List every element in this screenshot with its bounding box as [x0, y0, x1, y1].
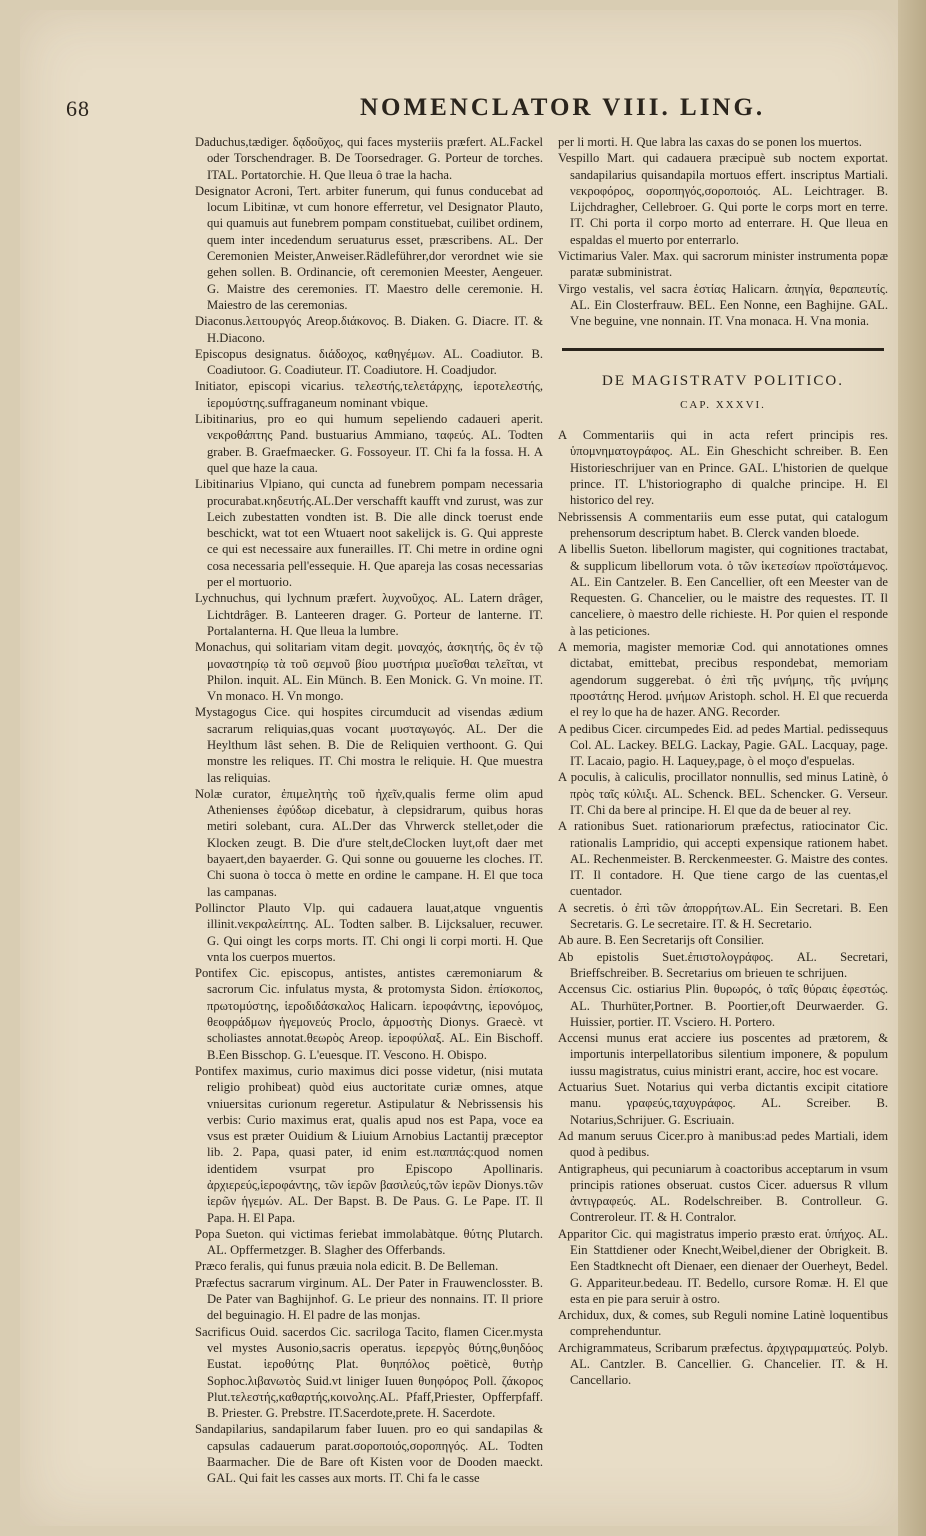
- entry: Sandapilarius, sandapilarum faber Iuuen. pro eo qui sandapilas & capsulas cadauerum parat.σοροποιός,σοροπηγός. AL. Todten Baarmacher. Die de Bare oft Kisten voor de Dooden maeckt. GAL. Qui fait les casses aux morts. IT. Chi fa le casse: [195, 1422, 543, 1486]
- entry: Archidux, dux, & comes, sub Reguli nomine Latinè loquentibus comprehenduntur.: [558, 1308, 888, 1339]
- entry: Accensi munus erat acciere ius poscentes ad prætorem, & importunis interpellatoribus silentium imponere, & populum iussu magistratus, cuius ministri erant, accire, hoc est vocare.: [558, 1031, 888, 1078]
- entry: A poculis, à caliculis, procillator nonnullis, sed minus Latinè, ὁ πρὸς ταῖς κύλιξι. AL. Schenck. BEL. Schencker. G. Verseur. IT. Chi da bere al principe. H. El que da de beuer al rey.: [558, 770, 888, 817]
- entry: A memoria, magister memoriæ Cod. qui annotationes omnes dictabat, emittebat, precibus respondebat, memoriam agendorum suggerebat. ὁ ἐπὶ τῆς μνήμης, τῆς μνήμης προστάτης Herod. μνήμων Aristoph. schol. H. El que recuerda el rey lo que ha de hazer. ANG. Recorder.: [558, 640, 888, 720]
- chapter-number: CAP. XXXVI.: [680, 398, 766, 411]
- entry: A Commentariis qui in acta refert principis res. ὑπομνηματογράφος. AL. Ein Gheschicht schreiber. B. Een Historieschrijuer van en Prince. GAL. L'historien de quelque prince. IT. L'historiographo di qualche principe. H. El historico del rey.: [558, 428, 888, 508]
- entry: Vespillo Mart. qui cadauera præcipuè sub noctem exportat. sandapilarius quisandapila mortuos effert. inscriptus Martiali. νεκροφόρος, σοροπηγός,σοροποιός. AL. Leichtrager. B. Lijchdragher, Cellebroer. G. Qui porte le corps mort en terre. IT. Chi porta il corpo morto ad enterrare. H. Que lleua en espaldas el muerto por enterrarlo.: [558, 151, 888, 247]
- entry: Pollinctor Plauto Vlp. qui cadauera lauat,atque vnguentis illinit.νεκραλείπτης. AL. Todten salber. B. Lijcksaluer, recuwer. G. Qui oingt les corps morts. IT. Chi ongi li corpi morti. H. Que vnta los cuerpos muertos.: [195, 900, 543, 964]
- section-title: DE MAGISTRATV POLITICO.: [602, 372, 844, 389]
- entry: Apparitor Cic. qui magistratus imperio præsto erat. ὑπήχος. AL. Ein Stattdiener oder Knecht,Weibel,diener der Obrigkeit. B. Een Stadtknecht oft Dienaer, een dienaer der Ouerheyt, Bedel. G. Appariteur.bedeau. IT. Bedello, cursore Romæ. H. El que esta en pie para seruir à ostro.: [558, 1226, 888, 1306]
- entry: Actuarius Suet. Notarius qui verba dictantis excipit citatiore manu. γραφεύς,ταχυγράφος. AL. Screiber. B. Notarius,Schrijuer. G. Escriuain.: [558, 1080, 888, 1127]
- entry: Antigrapheus, qui pecuniarum à coactoribus acceptarum in vsum principis rationes obseruat. custos Cicer. aduersus R vllum ἀντιγραφεύς. AL. Rodelschreiber. B. Controlleur. G. Contreroleur. IT. & H. Contralor.: [558, 1161, 888, 1225]
- entry: Diaconus.λειτουργός Areop.διάκονος. B. Diaken. G. Diacre. IT. & H.Diacono.: [195, 314, 543, 345]
- entry: Initiator, episcopi vicarius. τελεστής,τελετάρχης, ἱεροτελεστής, ἱερομύστης.suffraganeum nominant vbique.: [195, 379, 543, 410]
- entry: Libitinarius Vlpiano, qui cuncta ad funebrem pompam necessaria procurabat.κηδευτής.AL.Der verschafft kaufft vnd zurust, was zur Leich zubestatten vondten ist. B. Die alle dinck toerust ende beschickt, wat tot een Wtuaert noot sakelijck is. G. Qui appreste ce qui est necessaire aux funerailles. IT. Chi metre in ordine ogni cosa necessaria pell'essequie. H. Que apareja las cosas necessarias per el mortuorio.: [195, 477, 543, 590]
- entry: per li morti. H. Que labra las caxas do se ponen los muertos.: [558, 135, 862, 149]
- entry: Victimarius Valer. Max. qui sacrorum minister instrumenta popæ paratæ subministrat.: [558, 249, 888, 280]
- entry: Daduchus,tædiger. δᾳδοῦχος, qui faces mysteriis præfert. AL.Fackel oder Torschendrager. B. De Toorsedrager. G. Porteur de torches. ITAL. Portatorchie. H. Que lleua ô trae la hacha.: [195, 135, 543, 182]
- right-column: [558, 134, 888, 1388]
- entry: Virgo vestalis, vel sacra ἑστίας Halicarn. ἀπηγία, θεραπευτίς. AL. Ein Closterfrauw. BEL. Een Nonne, een Baghijne. GAL. Vne beguine, vne nonnain. IT. Vna monaca. H. Vna monia.: [558, 281, 888, 329]
- entry: Pontifex maximus, curio maximus dici posse videtur, (nisi mutata religio prohibeat) quòd eius auctoritate curiæ omnes, atque vniuersitas curionum regeretur. Astipulatur & Nebrissensis his verbis: Curio maximus erat, qualis apud nos est Papa, voce ea vsus est præter Ouidium & Liuium Arnobius Lactantij præceptor lib. 2. Papa, quasi pater, id enim est.παππάς:quod nomen identidem vsurpat pro Episcopo Apollinaris. ἀρχιερεύς,ἱεροφάντης, τῶν ἱερῶν βασιλεύς,τῶν ἱερῶν Dionys.τῶν ἱερῶν ἡγεμών. AL. Der Bapst. B. De Paus. G. Le Pape. IT. Il Papa. H. El Papa.: [195, 1063, 543, 1225]
- entry: A pedibus Cicer. circumpedes Eid. ad pedes Martial. pedissequus Col. AL. Lackey. BELG. Lackay, Pagie. GAL. Lacquay, page. IT. Lacaio, pagio. H. Laquey,page, ò el moço d'espuelas.: [558, 721, 888, 769]
- entry: Pontifex Cic. episcopus, antistes, antistes cæremoniarum & sacrorum Cic. infulatus mysta, & protomysta Sidon. ἐπίσκοπος, πρωτομύστης, ἱεροδιδάσκαλος Halicarn. ἱεροφάντης, ἱερονόμος, θεοφράδμων ἡγεμονεύς Proclo, ἁρμοστὴς Dionys. Graecè. vt scholiastes annotat.θεωρὸς Areop. ἱεροφύλαξ. AL. Ein Bischoff. B.Een Bisschop. G. L'euesque. IT. Vescono. H. Obispo.: [195, 966, 543, 1062]
- entry: Nolæ curator, ἐπιμελητὴς τοῦ ἠχεῖν,qualis ferme olim apud Athenienses ἐφύδωρ dicebatur, à clepsidrarum, quibus horas metiri solebant, cura. AL.Der das Vhrwerck stellet,oder die Klocken zeugt. B. Die d'ure stelt,deClocken luyt,oft daer met bayaert,den bayaerder. G. Qui sonne ou gouuerne les cloches. IT. Chi suona ò tocca ò mette en ordine le campane. H. El que toca las campanas.: [195, 786, 543, 899]
- entry: Episcopus designatus. διάδοχος, καθηγέμων. AL. Coadiutor. B. Coadiutoor. G. Coadiuteur. IT. Coadiutore. H. Coadjudor.: [195, 346, 543, 378]
- entry: Lychnuchus, qui lychnum præfert. λυχνοῦχος. AL. Latern drâger, Lichtdrâger. B. Lanteeren drager. G. Porteur de lanterne. IT. Portalanterna. H. Que lleua la lumbre.: [195, 591, 543, 638]
- entry: A secretis. ὁ ἐπὶ τῶν ἀπορρήτων.AL. Ein Secretari. B. Een Secretaris. G. Le secretaire. IT. & H. Secretario.: [558, 900, 888, 932]
- page-number: 68: [66, 96, 90, 121]
- entry: Designator Acroni, Tert. arbiter funerum, qui funus conducebat ad locum Libitinæ, vt cum honore efferretur, vel Designator Plauto, qui quamuis aut funebrem pompam constituebat, cuilibet ordinem, quem inter incedendum seruaturus esset, præscribens. AL. Der Ceremonien Meister,Anweiser.Rädleführer,dor verordnet wie sie gehen sollen. B. Ordinancie, oft ceremonien Meester, Aengeuer. G. Maistre des ceremonies. IT. Maestro delle ceremonie. H. Maiestro de las ceremonias.: [195, 183, 543, 312]
- left-column: [195, 134, 543, 1486]
- entry: Ab epistolis Suet.ἐπιστολογράφος. AL. Secretari, Brieffschreiber. B. Secretarius om brieuen te schrijuen.: [558, 949, 888, 980]
- page-edge: [898, 0, 926, 1536]
- entry: Nebrissensis A commentariis eum esse putat, qui catalogum prehensorum descriptum habet. B. Clerck vanden bloede.: [558, 509, 888, 540]
- entry: A libellis Sueton. libellorum magister, qui cognitiones tractabat, & supplicum libellorum vota. ὁ τῶν ἱκετεσίων προϊστάμενος. AL. Ein Cantzeler. B. Een Cancellier, oft een Meester van de Requesten. G. Chancelier, ou le maistre des requestes. IT. Il canceliere, ò maestro delle richieste. H. Por quien el responde à las peticiones.: [558, 542, 888, 638]
- entry: Ad manum seruus Cicer.pro à manibus:ad pedes Martiali, idem quod à pedibus.: [558, 1128, 888, 1160]
- section-rule: [562, 348, 884, 351]
- book-page: [20, 10, 898, 1526]
- entry: Ab aure. B. Een Secretarijs oft Consilier.: [558, 933, 764, 948]
- entry: A rationibus Suet. rationariorum præfectus, ratiocinator Cic. rationalis Lampridio, qui accepti expensique rationem habet. AL. Rechenmeister. B. Rerckenmeester. G. Maistre des contes. IT. Il contadore. H. Que tiene cargo de las cuentas,el cuentador.: [558, 819, 888, 899]
- entry: Mystagogus Cice. qui hospites circumducit ad visendas ædium sacrarum reliquias,quas vocant μυσταγωγός. AL. Der die Heylthum lâst sehen. B. Die de Reliquien verthoont. G. Qui monstre les reliques. IT. Chi mostra le reliquie. H. Que muestra las reliquias.: [195, 705, 543, 785]
- entry: Præco feralis, qui funus præuia nola edicit. B. De Belleman.: [195, 1259, 499, 1274]
- entry: Monachus, qui solitariam vitam degit. μοναχός, ἀσκητής, ὃς ἐν τῷ μοναστηρίῳ τὰ τοῦ σεμνοῦ βίου μυστήρια μυεῖσθαι τελεῖται, vt Philon. inquit. AL. Ein Münch. B. Een Monick. G. Vn moine. IT. Vn monaco. H. Vn mongo.: [195, 640, 543, 704]
- entry: Sacrificus Ouid. sacerdos Cic. sacriloga Tacito, flamen Cicer.mysta vel mystes Ausonio,sacris operatus. ἱερεργὸς θύτης,θυηδόος Eustat. ἱεροθύτης Plat. θυηπόλος poëticè, θυτὴρ Sophoc.λιβανωτὸς Suid.vt liniger Iuuen θυηφόρος Poll. ζάκορος Plut.τελεστής,καθαρτής,κοινολης.AL. Pfaff,Priester, Opfferpfaff. B. Priester. G. Prebstre. IT.Sacerdote,prete. H. Sacerdote.: [195, 1324, 543, 1421]
- entry: Popa Sueton. qui victimas feriebat immolabàtque. θύτης Plutarch. AL. Opffermetzger. B. Slagher des Offerbands.: [195, 1226, 543, 1258]
- entry: Libitinarius, pro eo qui humum sepeliendo cadaueri aperit. νεκροθάπτης Pand. bustuarius Ammiano, ταφεύς. AL. Todten graber. B. Graefmaecker. G. Fossoyeur. IT. Chi fa la fossa. H. A quel que haze la caua.: [195, 412, 543, 475]
- entry: Accensus Cic. ostiarius Plin. θυρωρός, ὁ ταῖς θύραις ἐφεστώς. AL. Thurhüter,Portner. B. Poortier,oft Deurwaerder. G. Huissier, portier. IT. Vsciero. H. Portero.: [558, 982, 888, 1029]
- entry: Archigrammateus, Scribarum præfectus. ἀρχιγραμματεύς. Polyb. AL. Cantzler. B. Cancellier. G. Chancelier. IT. & H. Cancellario.: [558, 1340, 888, 1388]
- entry: Præfectus sacrarum virginum. AL. Der Pater in Frauwenclosster. B. De Pater van Baghijnhof. G. Le prieur des nonnains. IT. Il priore del beguinagio. H. El padre de las monjas.: [195, 1275, 543, 1323]
- running-title: NOMENCLATOR VIII. LING.: [360, 94, 766, 121]
